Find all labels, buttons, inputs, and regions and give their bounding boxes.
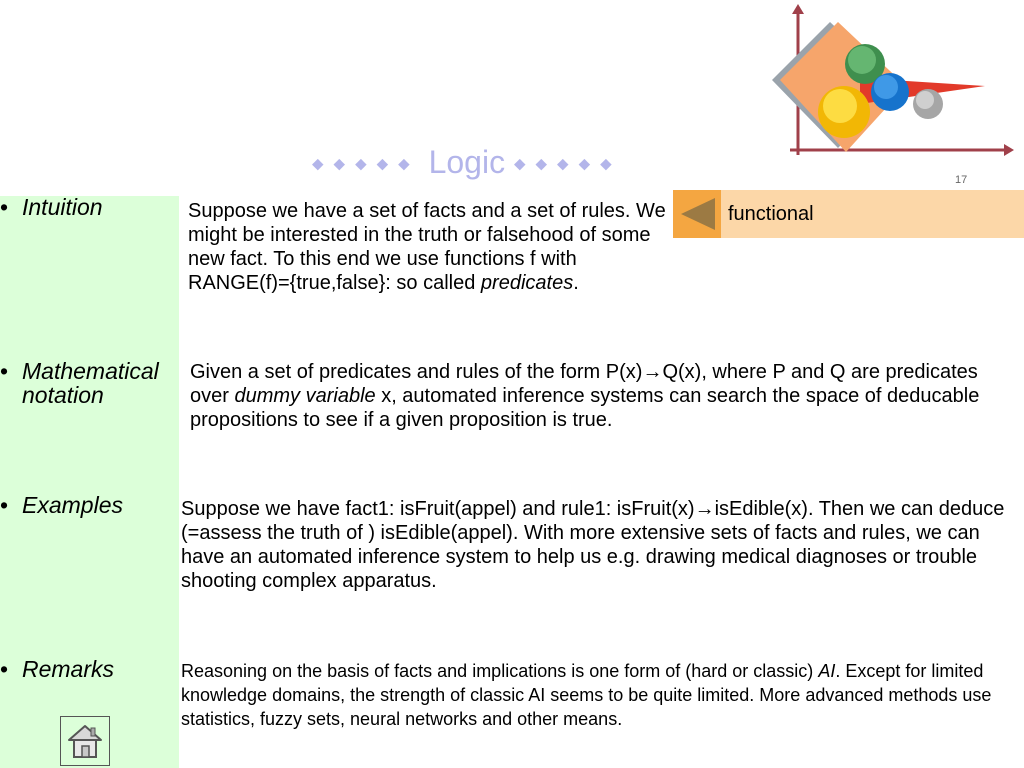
section-label-remarks: • Remarks	[0, 656, 115, 682]
back-button[interactable]	[673, 190, 721, 238]
home-button[interactable]	[60, 716, 110, 766]
nav-bar	[673, 190, 1024, 238]
right-arrow-icon: →	[642, 361, 663, 383]
left-panel	[0, 196, 179, 768]
section-label-intuition: • Intuition	[0, 194, 103, 220]
right-arrow-icon: →	[694, 498, 715, 520]
section-label-mathematical-notation: • Mathematical notation	[0, 358, 159, 408]
section-text-mathematical-notation: Given a set of predicates and rules of the form P(x)→Q(x), where P and Q are predicates over dummy variable x, automated inference systems can search the space of deducable propositions to see if a given proposition is true.	[190, 361, 980, 431]
section-text-examples: Suppose we have fact1: isFruit(appel) and rule1: isFruit(x)→isEdible(x). Then we can deduce (=assess the truth of ) isEdible(appel). With more extensive sets of facts and rules, we can have an automated inference system to help us e.g. drawing medical diagnoses or trouble shooting complex apparatus.	[181, 498, 1005, 592]
back-arrow-icon	[677, 196, 717, 232]
slide-title	[312, 144, 692, 180]
diamond-icon: ◆◆◆◆◆	[513, 155, 622, 173]
nav-label: functional	[728, 203, 814, 225]
section-label-examples: • Examples	[0, 492, 123, 518]
section-text-intuition: Suppose we have a set of facts and a set of rules. We might be interested in the truth or falsehood of some new fact. To this end we use functions f with RANGE(f)={true,false}: so called predicates.	[188, 200, 666, 294]
home-icon	[66, 722, 104, 760]
slide-title-text: Logic	[428, 144, 506, 180]
diamond-icon: ◆◆◆◆◆	[312, 155, 420, 173]
slide-number: 17	[955, 174, 968, 186]
section-text-remarks: Reasoning on the basis of facts and implications is one form of (hard or classic) AI. Except for limited knowledge domains, the strength of classic AI seems to be quite limited. More advanced methods use statistics, fuzzy sets, neural networks and other means.	[181, 661, 992, 729]
chart-spheres-logo-icon	[760, 0, 1020, 170]
